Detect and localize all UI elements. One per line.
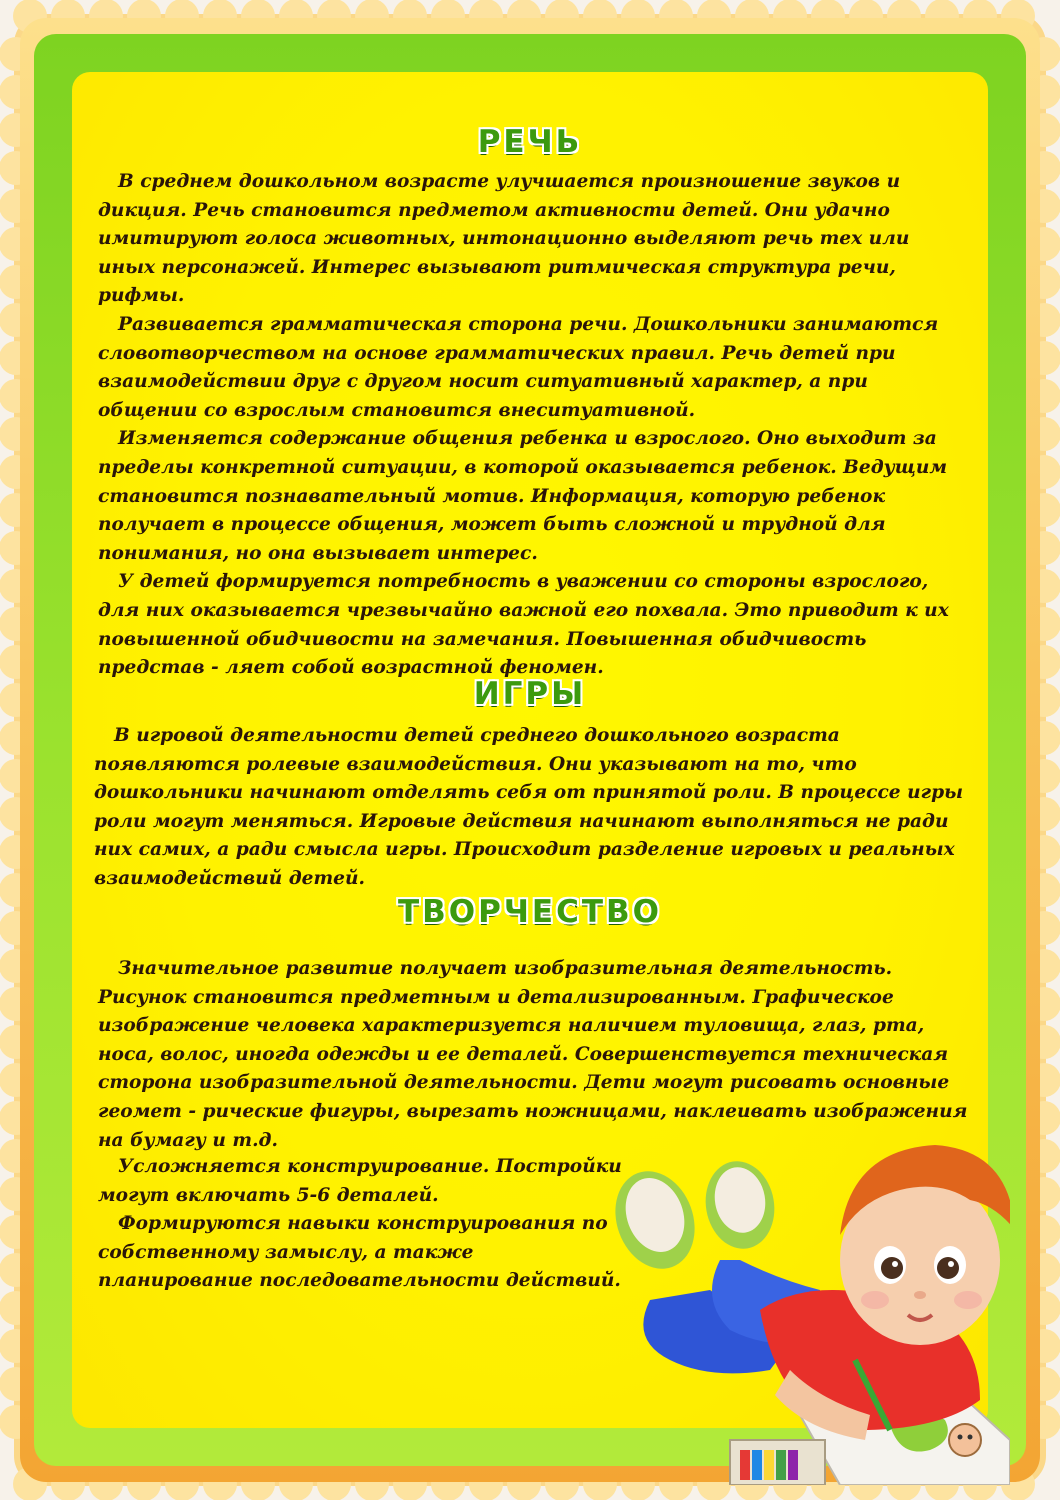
paragraph: Усложняется конструирование. Постройки могут включать 5-6 деталей. [98,1156,622,1206]
drawing-boy-illustration [590,1140,1010,1485]
crayon-box [730,1440,825,1485]
paragraph: У детей формируется потребность в уважении со стороны взрослого, для них оказывается чрезвычайно важной его похвала. Это приводит к их повышенной обидчивости на замечания. Повышенная обидчивость представ - ляет собой возрастной феномен. [98,571,949,679]
paragraph: Развивается грамматическая сторона речи. Дошкольники занимаются словотворчеством на основе грамматических правил. Речь детей при взаимодействии друг с другом носит ситуативный характер, а при общении со взрослым становится внеситуативной. [98,313,939,421]
paragraph: В среднем дошкольном возрасте улучшается произношение звуков и дикция. Речь становится предметом активности детей. Они удачно имитируют голоса животных, интонационно выделяют речь тех или иных персонажей. Интерес вызывают ритмическая структура речи, рифмы. [98,171,910,307]
paragraph: В игровой деятельности детей среднего дошкольного возраста появляются ролевые взаимодействия. Они указывают на то, что дошкольники начинают отделять себя от принятой роли. В процессе игры роли могут меняться. Игровые действия начинают выполняться не ради них самих, а ради смысла игры. Происходит разделение игровых и реальных взаимодействий детей. [94,725,964,889]
section-title-games: ИГРЫ [473,676,587,712]
paragraph: Значительное развитие получает изобразительная деятельность. Рисунок становится предметным и детализированным. Графическое изображение человека характеризуется наличием туловища, глаз, рта, носа, волос, иногда одежды и ее деталей. Совершенствуется техническая сторона изобразительной деятельности. Дети могут рисовать основные геомет - рические фигуры, вырезать ножницами, наклеивать изображения на бумагу и т.д. [98,958,968,1151]
head [840,1145,1010,1345]
section-title-creativity: ТВОРЧЕСТВО [398,894,662,930]
speech-text [98,168,968,683]
games-text [94,722,970,894]
creativity-text-short [98,1153,628,1296]
section-title-speech: РЕЧЬ [477,124,583,160]
paragraph: Изменяется содержание общения ребенка и взрослого. Оно выходит за пределы конкретной ситуации, в которой оказывается ребенок. Ведущим становится познавательный мотив. Информация, которую ребенок получает в процессе общения, может быть сложной и трудной для понимания, но она вызывает интерес. [98,428,948,564]
creativity-text [98,955,968,1155]
paragraph: Формируются навыки конструирования по собственному замыслу, а также планирование последовательности действий. [98,1213,621,1292]
